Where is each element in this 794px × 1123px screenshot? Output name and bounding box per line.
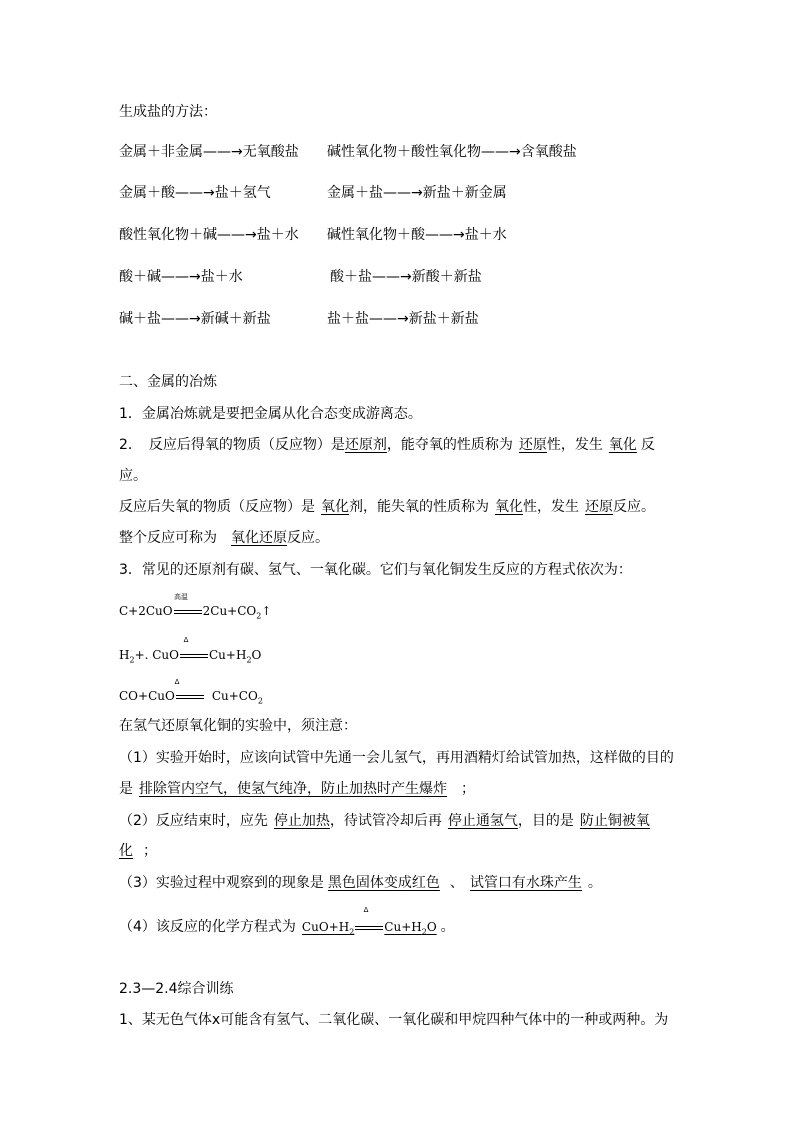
reaction-condition: 高温	[174, 593, 188, 601]
answer-blank: 排除管内空气，使氢气纯净，防止加热时产生爆炸	[139, 781, 447, 797]
salt-rule-right: 盐＋盐——→新盐＋新盐	[327, 311, 479, 327]
salt-rule-left: 酸性氧化物＋碱——→盐＋水	[119, 227, 299, 243]
equals-sign	[180, 654, 208, 658]
paragraph: 在氢气还原氧化铜的实验中，须注意：	[119, 718, 357, 734]
answer-blank: 氧化	[608, 437, 637, 453]
paragraph: 1、某无色气体x可能含有氢气、二氧化碳、一氧化碳和甲烷四种气体中的一种或两种。为	[119, 1012, 669, 1028]
equals-sign	[355, 926, 383, 930]
paragraph: 应。	[119, 468, 147, 484]
answer-blank: 试管口有水珠产生	[469, 875, 582, 891]
salt-rule-left: 金属＋非金属——→无氧酸盐	[119, 144, 299, 160]
question-text: 化 ；	[119, 843, 157, 859]
chemical-equation: CO+CuO $Cu+CO_2$	[119, 689, 263, 706]
answer-blank: 停止通氢气	[447, 813, 518, 829]
chemical-equation: $H_2+$. CuO $Cu+H_2O$	[119, 648, 262, 665]
equals-sign	[174, 610, 202, 614]
answer-blank: 防止铜被氧	[579, 813, 650, 829]
salt-rule-right: 碱性氧化物＋酸——→盐＋水	[327, 227, 507, 243]
section-heading: 2.3—2.4综合训练	[119, 981, 234, 997]
reaction-condition: Δ	[174, 678, 180, 686]
question-text: （3）实验过程中观察到的现象是 黑色固体变成红色 、 试管口有水珠产生 。	[119, 875, 602, 891]
question-text: 是 排除管内空气，使氢气纯净，防止加热时产生爆炸 ；	[119, 781, 475, 797]
answer-blank: 氧化	[495, 499, 523, 515]
salt-rule-right: 酸＋盐——→新酸＋新盐	[330, 269, 482, 285]
answer-blank: 还原	[585, 499, 613, 515]
answer-blank: 氧化	[321, 499, 349, 515]
equals-sign	[176, 695, 204, 699]
paragraph: 1．金属冶炼就是要把金属从化合态变成游离态。	[119, 406, 422, 422]
answer-blank: 黑色固体变成红色	[327, 875, 440, 891]
paragraph: 整个反应可称为 氧化还原反应。	[119, 530, 329, 546]
reaction-condition: Δ	[363, 906, 369, 914]
salt-rule-left: 碱＋盐——→新碱＋新盐	[119, 311, 271, 327]
salt-title: 生成盐的方法：	[119, 104, 217, 120]
question-text: （2）反应结束时，应先 停止加热，待试管冷却后再 停止通氢气，目的是 防止铜被氧	[119, 813, 650, 829]
paragraph: 反应后失氧的物质（反应物）是 氧化剂，能失氧的性质称为 氧化性，发生 还原反应。	[119, 499, 655, 515]
answer-blank: 还原	[518, 437, 547, 453]
answer-blank: 停止加热	[273, 813, 330, 829]
section-heading: 二、金属的冶炼	[119, 374, 217, 390]
paragraph: 3．常见的还原剂有碳、氢气、一氧化碳。它们与氧化铜发生反应的方程式依次为：	[119, 562, 632, 578]
salt-rule-right: 金属＋盐——→新盐＋新金属	[327, 185, 507, 201]
salt-rule-left: 酸＋碱——→盐＋水	[119, 269, 243, 285]
answer-blank: 氧化还原	[231, 530, 287, 546]
chemical-equation: C+2CuO $2Cu+CO_2↑$	[119, 604, 272, 621]
reaction-condition: Δ	[183, 636, 189, 644]
paragraph: 2． 反应后得氧的物质（反应物）是还原剂，能夺氧的性质称为 还原性，发生 氧化 反	[119, 437, 655, 453]
question-text: （1）实验开始时，应该向试管中先通一会儿氢气，再用酒精灯给试管加热，这样做的目的	[119, 750, 674, 766]
question-text: （4）该反应的化学方程式为 $CuO+H_2$ $Cu+H_2O$ 。	[119, 919, 455, 937]
answer-blank: $CuO+H_2$ $Cu+H_2O$	[301, 920, 437, 937]
answer-blank: 化	[119, 843, 133, 859]
answer-blank: 还原剂	[344, 437, 387, 453]
salt-rule-right: 碱性氧化物＋酸性氧化物——→含氧酸盐	[327, 144, 577, 160]
salt-rule-left: 金属＋酸——→盐＋氢气	[119, 185, 271, 201]
